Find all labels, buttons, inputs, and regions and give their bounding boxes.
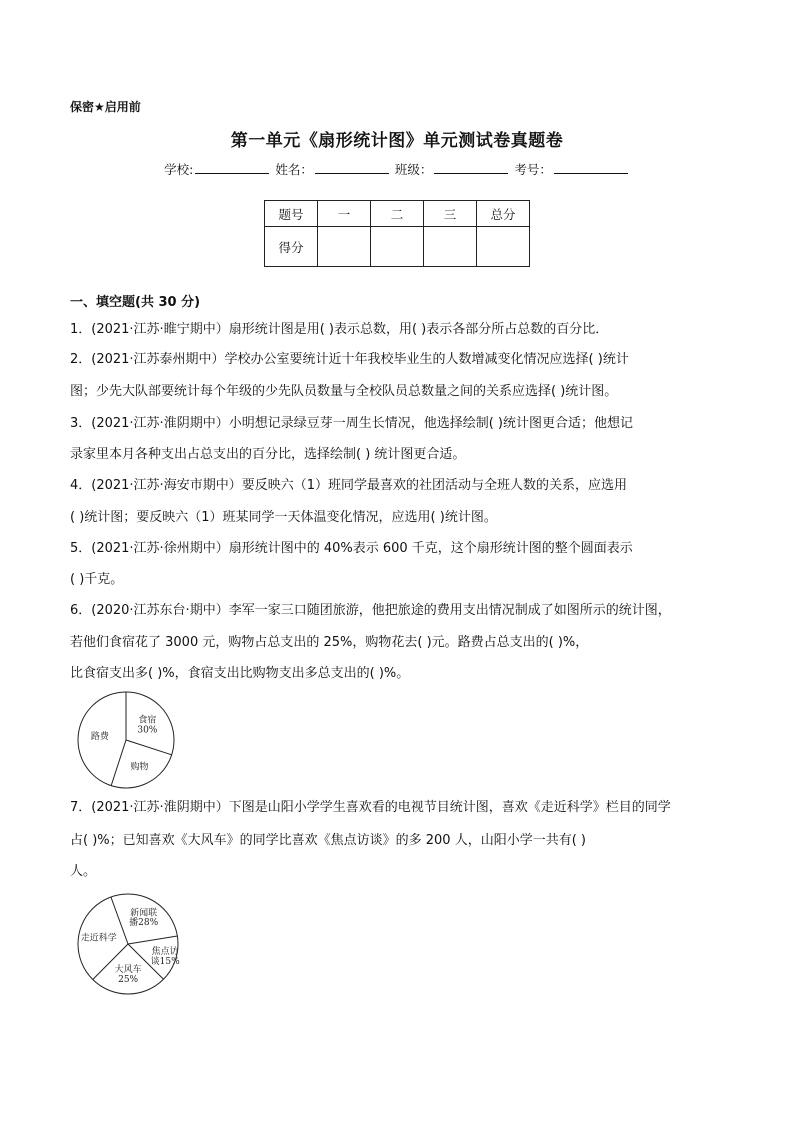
pie-slice-label-line: 食宿: [138, 715, 157, 726]
pie-slice-label: [137, 713, 157, 735]
tv-program-pie-chart: [60, 890, 200, 1000]
pie-slice-label-line: 30%: [137, 724, 158, 735]
question-line: ( )千克。: [70, 572, 124, 587]
pie-slice-label-line: 25%: [118, 974, 139, 985]
travel-expense-pie-chart: [60, 690, 200, 790]
question-line: 2．(2021·江苏泰州期中）学校办公室要统计近十年我校毕业生的人数增减变化情况应选择( )统计: [70, 352, 629, 367]
question-line: 比食宿支出多( )%，食宿支出比购物支出多总支出的( )%。: [70, 666, 410, 681]
score-table-header: 三: [424, 201, 477, 227]
pie-slice-label: [131, 760, 149, 772]
name-label: 姓名：: [275, 162, 313, 177]
question-line: 人。: [70, 864, 97, 879]
score-cell[interactable]: [318, 227, 371, 267]
question-line: 录家里本月各种支出占总支出的百分比，选择绘制( ) 统计图更合适。: [70, 447, 466, 462]
question-line: 若他们食宿花了 3000 元，购物占总支出的 25%，购物花去( )元。路费占总支出的( )%，: [70, 635, 589, 650]
pie-slice-label: [81, 931, 117, 943]
score-table-header: 二: [371, 201, 424, 227]
question-line: 4．(2021·江苏·海安市期中）要反映六（1）班同学最喜欢的社团活动与全班人数的关系，应选用: [70, 478, 627, 493]
pie-slice-boundary: [128, 936, 177, 944]
score-table: [264, 200, 530, 267]
school-label: 学校:: [164, 162, 194, 177]
exam-number-label: 考号：: [514, 162, 552, 177]
pie-slice-label-line: 新闻联: [130, 907, 158, 918]
score-cell[interactable]: [424, 227, 477, 267]
pie-slice-label-line: 购物: [130, 762, 149, 773]
confidential-label: 保密★启用前: [70, 100, 141, 114]
pie-slice-label-line: 焦点访: [151, 946, 179, 957]
pie-slice-boundary: [111, 740, 126, 786]
question-line: ( )统计图；要反映六（1）班某同学一天体温变化情况，应选用( )统计图。: [70, 510, 497, 525]
pie-slice-label-line: 路费: [90, 731, 109, 742]
pie-slice-boundary: [126, 740, 172, 755]
pie-slice-label-line: 谈15%: [150, 956, 180, 967]
class-blank[interactable]: [434, 161, 508, 174]
question-line: 图；少先大队部要统计每个年级的少先队员数量与全校队员总数量之间的关系应选择( )统计图。: [70, 384, 618, 399]
score-table-row: [265, 227, 530, 267]
exam-number-blank[interactable]: [554, 161, 628, 174]
pie-slice-label: [115, 963, 142, 985]
question-line: 7．(2021·江苏·淮阴期中）下图是山阳小学学生喜欢看的电视节目统计图，喜欢《走近科学》栏目的同学: [70, 800, 671, 815]
score-table-header: 题号: [265, 201, 318, 227]
pie-slice-label: [91, 729, 110, 741]
pie-slice-label-line: 播28%: [129, 917, 159, 928]
class-label: 班级：: [394, 162, 433, 177]
score-table-header: 一: [318, 201, 371, 227]
score-table-header: 总分: [477, 201, 530, 227]
question-line: 3．(2021·江苏·淮阴期中）小明想记录绿豆芽一周生长情况，他选择绘制( )统计图更合适；他想记: [70, 416, 633, 431]
score-row-label: 得分: [265, 227, 318, 267]
pie-slice-label-line: 走近科学: [80, 933, 117, 944]
school-blank[interactable]: [195, 161, 269, 174]
score-cell[interactable]: [477, 227, 530, 267]
score-cell[interactable]: [371, 227, 424, 267]
page-title: 第一单元《扇形统计图》单元测试卷真题卷: [230, 131, 564, 151]
pie-slice-label: [151, 944, 180, 966]
pie-slice-label: [129, 906, 158, 928]
section-heading: 一、填空题(共 30 分): [70, 295, 201, 310]
pie-slice-label-line: 大风车: [114, 964, 142, 975]
question-line: 占( )%；已知喜欢《大风车》的同学比喜欢《焦点访谈》的多 200 人，山阳小学一共有( ): [70, 833, 586, 848]
name-blank[interactable]: [315, 161, 389, 174]
student-info-line: [0, 160, 794, 178]
question-line: 5．(2021·江苏·徐州期中）扇形统计图中的 40%表示 600 千克，这个扇形统计图的整个圆面表示: [70, 541, 633, 556]
question-line: 1．(2021·江苏·睢宁期中）扇形统计图是用( )表示总数，用( )表示各部分所占总数的百分比．: [70, 322, 609, 337]
question-line: 6．(2020·江苏东台·期中）李军一家三口随团旅游，他把旅途的费用支出情况制成了如图所示的统计图，: [70, 603, 671, 618]
score-table-header-row: [265, 201, 530, 227]
